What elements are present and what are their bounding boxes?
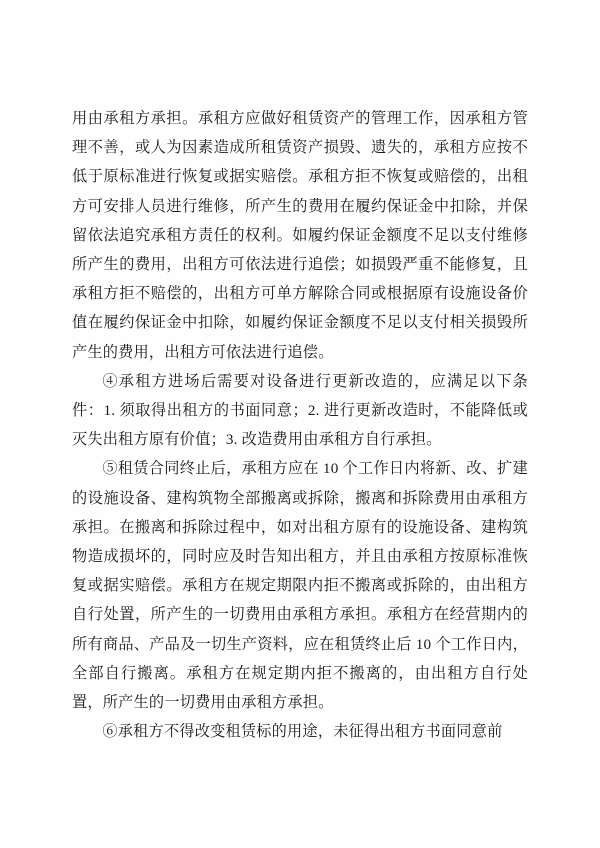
paragraph-item-6: ⑥承租方不得改变租赁标的用途，未征得出租方书面同意前	[102, 723, 503, 741]
document-body	[72, 104, 528, 746]
paragraph-continuation: 用由承租方承担。承租方应做好租赁资产的管理工作，因承租方管理不善，或人为因素造成所租赁资产损毁、遗失的，承租方应按不低于原标准进行恢复或据实赔偿。承租方拒不恢复或赔偿的，出租方可安排人员进行维修，所产生的费用在履约保证金中扣除，并保留依法追究承租方责任的权利。如履约保证金额度不足以支付维修所产生的费用，出租方可依法进行追偿；如损毁严重不能修复，且承租方拒不赔偿的，出租方可单方解除合同或根据原有设施设备价值在履约保证金中扣除，如履约保证金额度不足以支付相关损毁所产生的费用，出租方可依法进行追偿。	[72, 110, 528, 361]
paragraph-item-4: ④承租方进场后需要对设备进行更新改造的，应满足以下条件：1. 须取得出租方的书面同意；2. 进行更新改造时，不能降低或灭失出租方原有价值；3. 改造费用由承租方自行承担。	[72, 372, 528, 449]
paragraph-item-5: ⑤租赁合同终止后，承租方应在 10 个工作日内将新、改、扩建的设施设备、建构筑物全部搬离或拆除，搬离和拆除费用由承租方承担。在搬离和拆除过程中，如对出租方原有的设施设备、建构筑物造成损坏的，同时应及时告知出租方，并且由承租方按原标准恢复或据实赔偿。承租方在规定期限内拒不搬离或拆除的，由出租方自行处置，所产生的一切费用由承租方承担。承租方在经营期内的所有商品、产品及一切生产资料，应在租赁终止后 10 个工作日内，全部自行搬离。承租方在规定期内拒不搬离的，由出租方自行处置，所产生的一切费用由承租方承担。	[72, 460, 528, 712]
